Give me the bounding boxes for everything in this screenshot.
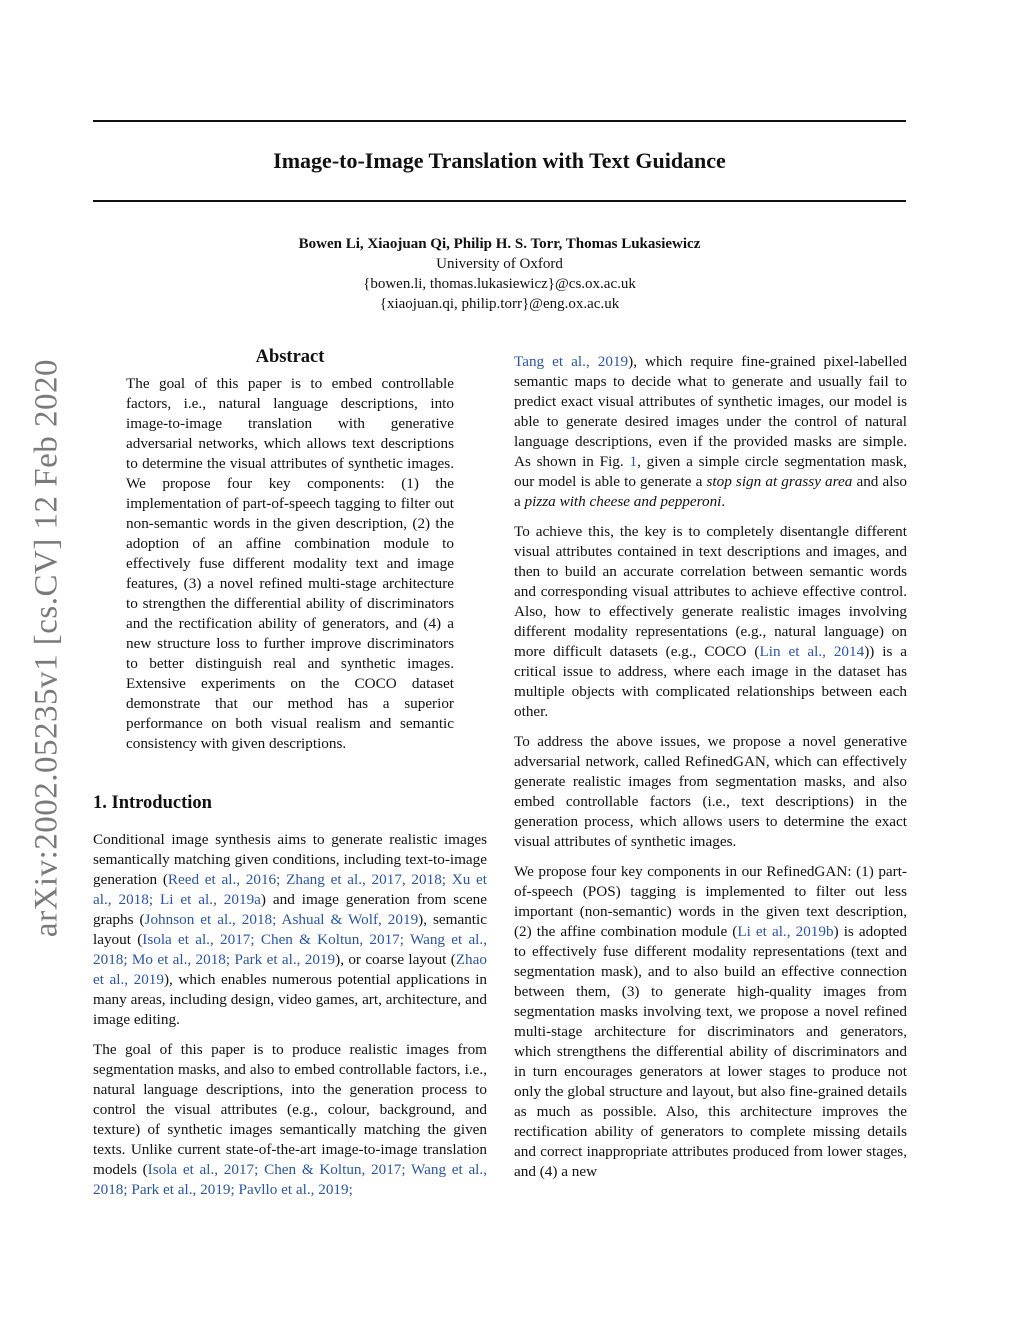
abstract-heading: Abstract [255, 347, 325, 367]
italic-example: pizza with cheese and pepperoni [524, 493, 722, 510]
title-rule-bottom [93, 200, 906, 202]
abstract-text: The goal of this paper is to embed controllable factors, i.e., natural language descriptions, into image-to-image translation with generative adversarial networks, which allows text descriptions to determine the visual attributes of synthetic images. We propose four key components: (1) the implementation of part-of-speech tagging to filter out non-semantic words in the given description, (2) the adoption of an affine combination module to effectively fuse different modality text and image features, (3) a novel refined multi-stage architecture to strengthen the differential ability of discriminators and the rectification ability of generators, and (4) a new structure loss to further improve discriminators to better distinguish real and synthetic images. Extensive experiments on the COCO dataset demonstrate that our method has a superior performance on both visual realism and semantic consistency with given descriptions. [126, 375, 454, 752]
author-block [93, 234, 906, 314]
citation-link[interactable]: Isola et al., 2017; Chen & Koltun, 2017; Wang et al., 2018; Park et al., 2019; Pavllo et al., 2019; [93, 1161, 487, 1198]
text-run: ), or coarse layout ( [335, 951, 456, 968]
text-run: We propose four key components in our RefinedGAN: (1) part-of-speech (POS) tagging is implemented to filter out less important (non-semantic) words in the given text description, (2) the affine combination module ( [514, 863, 907, 940]
italic-example: stop sign at grassy area [706, 473, 853, 490]
text-run: The goal of this paper is to produce realistic images from segmentation masks, and also to embed controllable factors, i.e., natural language descriptions, into the generation process to control the visual attributes (e.g., colour, background, and texture) of synthetic images semantically matching the given texts. Unlike current state-of-the-art image-to-image translation models ( [93, 1041, 487, 1178]
intro-paragraph-1 [93, 830, 487, 1030]
intro-paragraph-6 [514, 862, 907, 1182]
email-line-1: {bowen.li, thomas.lukasiewicz}@cs.ox.ac.uk [363, 276, 636, 292]
introduction-heading: 1. Introduction [93, 793, 212, 813]
figure-reference-link[interactable]: 1 [629, 453, 638, 470]
intro-paragraph-4 [514, 522, 907, 722]
citation-link[interactable]: Isola et al., 2017; Chen & Koltun, 2017; Wang et al., 2018; Mo et al., 2018; Park et al., 2019 [93, 931, 487, 968]
text-run: ) and image generation from scene graphs ( [93, 891, 487, 928]
citation-link[interactable]: Li et al., 2019b [737, 923, 834, 940]
citation-link[interactable]: Zhao et al., 2019 [93, 951, 487, 988]
text-run: Conditional image synthesis aims to generate realistic images semantically matching given conditions, including text-to-image generation ( [93, 831, 487, 888]
citation-link[interactable]: Lin et al., 2014 [759, 643, 865, 660]
intro-paragraph-5 [514, 732, 907, 852]
text-run: ), which require fine-grained pixel-labelled semantic maps to decide what to generate and usually fail to predict exact visual attributes of synthetic images, our model is able to generate desired images under the control of natural language descriptions, even if the provided masks are simple. As shown in Fig. [514, 353, 907, 470]
abstract-section [93, 344, 487, 754]
email-line-2: {xiaojuan.qi, philip.torr}@eng.ox.ac.uk [379, 296, 620, 312]
author-names: Bowen Li, Xiaojuan Qi, Philip H. S. Torr, Thomas Lukasiewicz [298, 236, 701, 252]
text-run: ) is adopted to effectively fuse different modality representations (text and segmentation mask), and to also build an effective connection between them, (3) to generate high-quality images from segmentation masks involving text, we propose a novel refined multi-stage architecture for discriminators and generators, which strengthens the differential ability of discriminators and in turn encourages generators at lower stages to produce not only the global structure and layout, but also fine-grained details as much as possible. Also, this architecture improves the rectification ability of generators to complete missing details and correct inappropriate attributes produced from lower stages, and (4) a new [514, 923, 908, 1180]
right-column [514, 352, 907, 1192]
citation-link[interactable]: Johnson et al., 2018; Ashual & Wolf, 2019 [144, 911, 419, 928]
text-run: To address the above issues, we propose a novel generative adversarial network, called RefinedGAN, which can effectively generate realistic images from segmentation masks, and also embed controllable factors (i.e., text descriptions) in the generation process, which allows users to determine the exact visual attributes of synthetic images. [514, 733, 907, 850]
citation-link[interactable]: Tang et al., 2019 [514, 353, 629, 370]
arxiv-identifier-stamp: arXiv:2002.05235v1 [cs.CV] 12 Feb 2020 [28, 358, 65, 938]
intro-paragraph-2 [93, 1040, 487, 1200]
paper-title: Image-to-Image Translation with Text Guidance [273, 148, 726, 173]
text-run: To achieve this, the key is to completely disentangle different visual attributes contained in text descriptions and images, and then to build an accurate correlation between semantic words and corresponding visual attributes to achieve effective control. Also, how to effectively generate realistic images involving different modality representations (e.g., natural language) on more difficult datasets (e.g., COCO ( [514, 523, 907, 660]
left-column [93, 344, 487, 1210]
title-rule-top [93, 120, 906, 122]
text-run: ), semantic layout ( [93, 911, 487, 948]
text-run: ), which enables numerous potential applications in many areas, including design, video games, art, architecture, and image editing. [93, 971, 488, 1028]
text-run: and also a [514, 473, 907, 510]
affiliation: University of Oxford [436, 256, 563, 272]
text-run: , given a simple circle segmentation mask, our model is able to generate a [514, 453, 907, 490]
text-run: . [721, 493, 726, 510]
citation-link[interactable]: Reed et al., 2016; Zhang et al., 2017, 2018; Xu et al., 2018; Li et al., 2019a [93, 871, 487, 908]
text-run: )) is a critical issue to address, where each image in the dataset has multiple objects with complicated relationships between each other. [514, 643, 907, 720]
intro-paragraph-3 [514, 352, 907, 512]
